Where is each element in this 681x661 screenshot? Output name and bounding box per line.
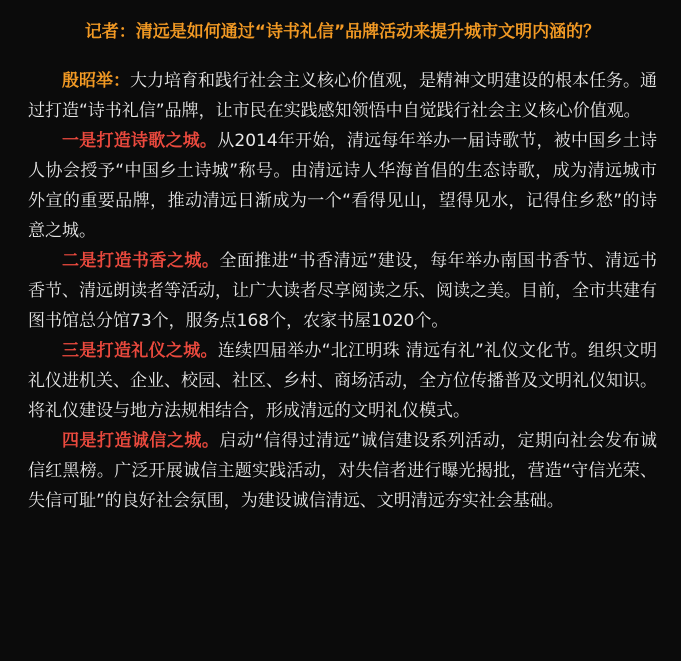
point-body-books: 全面推进“书香清远”建设，每年举办南国书香节、清远书香节、清远朗读者等活动，让广大读者尽享阅读之乐、阅读之美。目前，全市共建有图书馆总分馆73个，服务点168个，农家书屋1020个。 xyxy=(28,251,657,331)
point-body-etiquette: 连续四届举办“北江明珠 清远有礼”礼仪文化节。组织文明礼仪进机关、企业、校园、社区、乡村、商场活动，全方位传播普及文明礼仪知识。将礼仪建设与地方法规相结合，形成清远的文明礼仪模式。 xyxy=(28,341,657,421)
point-body-integrity: 启动“信得过清远”诚信建设系列活动，定期向社会发布诚信红黑榜。广泛开展诚信主题实践活动，对失信者进行曝光揭批，营造“守信光荣、失信可耻”的良好社会氛围，为建设诚信清远、文明清远夯实社会基础。 xyxy=(28,431,657,511)
point-heading-books: 二是打造书香之城。 xyxy=(62,251,220,271)
point-paragraph-integrity xyxy=(28,426,657,516)
answer-intro-text: 大力培育和践行社会主义核心价值观，是精神文明建设的根本任务。通过打造“诗书礼信”品牌，让市民在实践感知领悟中自觉践行社会主义核心价值观。 xyxy=(28,71,657,121)
point-heading-etiquette: 三是打造礼仪之城。 xyxy=(62,341,218,361)
point-heading-poetry: 一是打造诗歌之城。 xyxy=(62,131,218,151)
point-paragraph-books xyxy=(28,246,657,336)
point-heading-integrity: 四是打造诚信之城。 xyxy=(62,431,220,451)
point-body-poetry: 从2014年开始，清远每年举办一届诗歌节，被中国乡土诗人协会授予“中国乡土诗城”称号。由清远诗人华海首倡的生态诗歌，成为清远城市外宣的重要品牌，推动清远日渐成为一个“看得见山，望得见水，记得住乡愁”的诗意之城。 xyxy=(28,131,658,241)
point-paragraph-etiquette xyxy=(28,336,657,426)
answer-intro-paragraph xyxy=(28,66,657,126)
speaker-name: 殷昭举： xyxy=(62,71,130,91)
interview-question: 记者：清远是如何通过“诗书礼信”品牌活动来提升城市文明内涵的？ xyxy=(84,22,601,42)
point-paragraph-poetry xyxy=(28,126,657,246)
